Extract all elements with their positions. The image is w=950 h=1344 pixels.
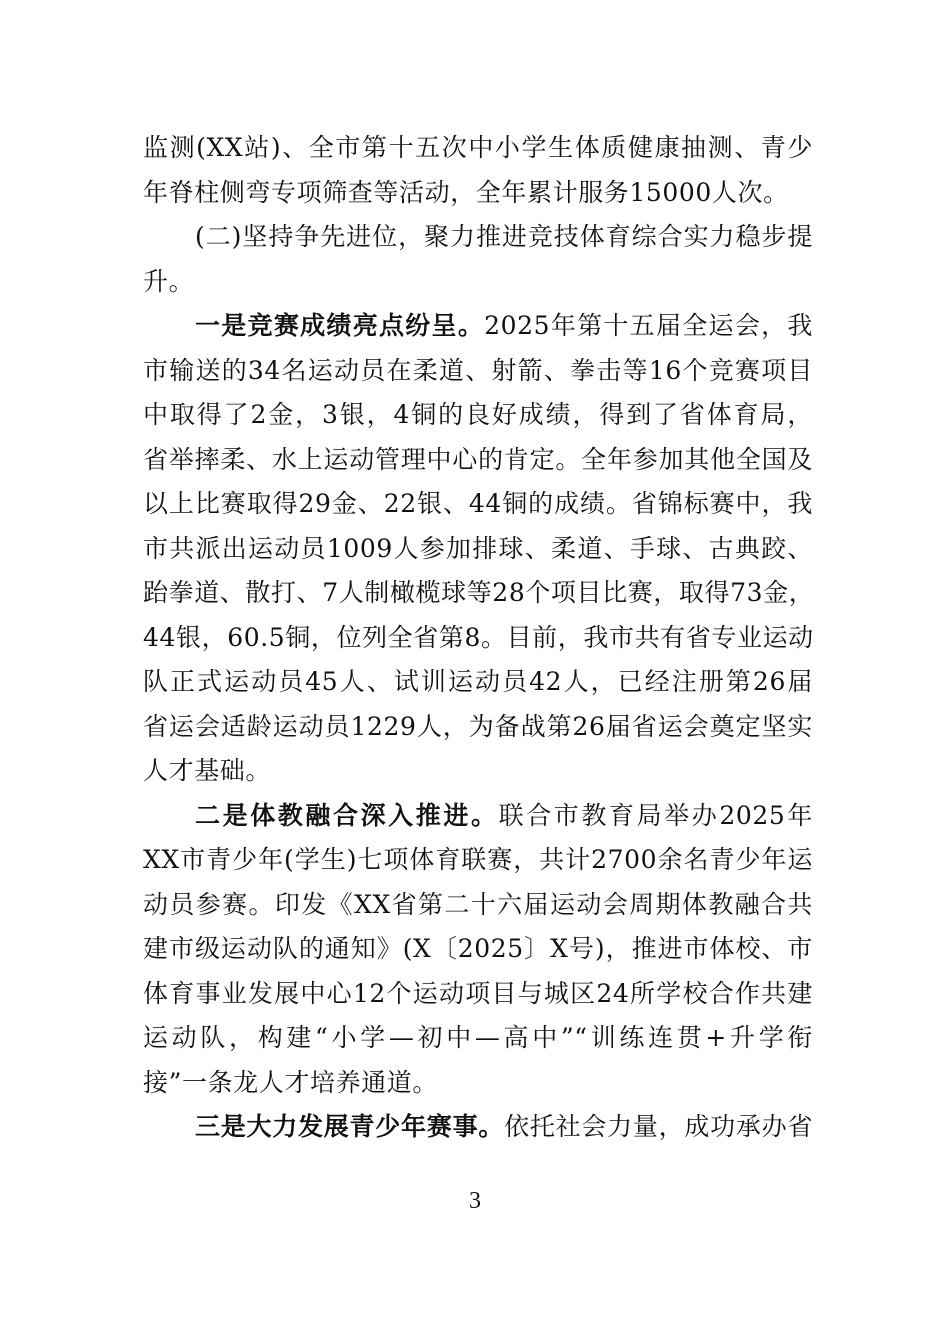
text-line: [143, 571, 813, 616]
line-text: 中取得了2金，3银，4铜的良好成绩，得到了省体育局，: [143, 400, 813, 429]
text-line: [143, 171, 813, 216]
line-text: 以上比赛取得29金、22银、44铜的成绩。省锦标赛中，我: [143, 489, 813, 518]
line-text: 年脊柱侧弯专项筛查等活动，全年累计服务15000人次。: [143, 177, 789, 207]
text-line: [143, 1061, 813, 1106]
section-heading-text: (二)坚持争先进位，聚力推进竞技体育综合实力稳步提: [195, 222, 813, 251]
line-text: XX市青少年(学生)七项体育联赛，共计2700余名青少年运: [143, 845, 813, 874]
text-line: [143, 705, 813, 750]
text-line: [143, 749, 813, 794]
text-line: [143, 660, 813, 705]
paragraph-start-line: [143, 794, 813, 839]
line-text: 跆拳道、散打、7人制橄榄球等28个项目比赛，取得73金，: [143, 578, 815, 607]
bold-lead-text: 一是竞赛成绩亮点纷呈。: [195, 311, 485, 340]
line-text: 市共派出运动员1009人参加排球、柔道、手球、古典跤、: [143, 533, 813, 563]
bold-lead-text: 三是大力发展青少年赛事。: [195, 1112, 505, 1141]
text-line: [143, 527, 813, 572]
line-text: 升。: [143, 266, 195, 296]
text-line: [143, 838, 813, 883]
line-text: 省举摔柔、水上运动管理中心的肯定。全年参加其他全国及: [143, 444, 813, 474]
text-line: [143, 616, 813, 661]
text-line: [143, 883, 813, 928]
line-text: 市输送的34名运动员在柔道、射箭、拳击等16个竞赛项目: [143, 355, 813, 385]
line-text: 依托社会力量，成功承办省: [504, 1112, 813, 1141]
text-line: [143, 349, 813, 394]
line-text: 运动队，构建“小学—初中—高中”“训练连贯+升学衔: [143, 1023, 813, 1052]
line-text: 监测(XX站)、全市第十五次中小学生体质健康抽测、青少: [143, 133, 813, 162]
text-line: [143, 126, 813, 171]
line-text: 建市级运动队的通知》(X〔2025〕X号)，推进市体校、市: [143, 934, 813, 963]
text-line: [143, 260, 813, 305]
line-text: 接”一条龙人才培养通道。: [143, 1067, 438, 1097]
section-heading-line: [143, 215, 813, 260]
line-text: 44银，60.5铜，位列全省第8。目前，我市共有省专业运动: [143, 622, 814, 652]
text-line: [143, 927, 813, 972]
line-text: 人才基础。: [143, 756, 272, 785]
text-line: [143, 393, 813, 438]
text-line: [143, 972, 813, 1017]
page-number: 3: [469, 1188, 481, 1214]
paragraph-start-line: [143, 1105, 813, 1150]
line-text: 队正式运动员45人、试训运动员42人，已经注册第26届: [143, 667, 813, 696]
line-text: 联合市教育局举办2025年: [498, 800, 813, 830]
line-text: 省运会适龄运动员1229人，为备战第26届省运会奠定坚实: [143, 711, 813, 741]
text-line: [143, 1016, 813, 1061]
bold-lead-text: 二是体教融合深入推进。: [195, 800, 499, 830]
text-line: [143, 438, 813, 483]
text-line: [143, 482, 813, 527]
line-text: 2025年第十五届全运会，我: [484, 311, 813, 340]
document-body: [143, 126, 813, 1150]
paragraph-start-line: [143, 304, 813, 349]
line-text: 动员参赛。印发《XX省第二十六届运动会周期体教融合共: [143, 889, 813, 919]
line-text: 体育事业发展中心12个运动项目与城区24所学校合作共建: [143, 978, 813, 1008]
